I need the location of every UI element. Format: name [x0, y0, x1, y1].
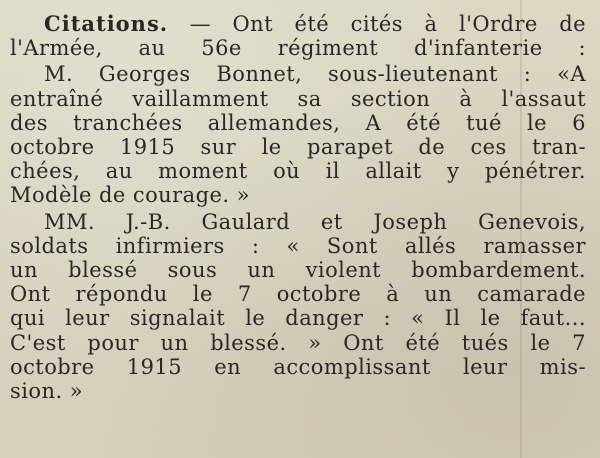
text-line: des tranchées allemandes, A été tué le 6 [10, 110, 586, 135]
heading-citations: Citations. [44, 11, 169, 36]
text-line: entraîné vaillamment sa section à l'assaut [10, 86, 586, 111]
text-line: sion. » [10, 379, 84, 404]
text-line: un blessé sous un violent bombardement. [10, 258, 586, 283]
text-line: Ont répondu le 7 octobre à un camarade [10, 282, 586, 307]
text-line: C'est pour un blessé. » Ont été tués le 7 [10, 330, 586, 355]
text-line: M. Georges Bonnet, sous-lieutenant : «A [44, 62, 586, 87]
text-line: chées, au moment où il allait y pénétrer. [10, 159, 586, 184]
paragraph-bonnet [10, 62, 586, 207]
text-line: Modèle de courage. » [10, 183, 250, 208]
text-line: MM. J.-B. Gaulard et Joseph Genevois, [44, 209, 586, 234]
text-line [10, 12, 586, 36]
text-line: octobre 1915 en accomplissant leur mis- [10, 354, 586, 379]
text-line: soldats infirmiers : « Sont allés ramasser [10, 233, 586, 258]
text-line: octobre 1915 sur le parapet de ces tran- [10, 135, 586, 160]
text-line: qui leur signalait le danger : « Il le faut... [10, 306, 586, 331]
text-line: l'Armée, au 56e régiment d'infanterie : [10, 36, 586, 61]
paper-fold [520, 0, 522, 458]
line-text: — Ont été cités à l'Ordre de [168, 12, 586, 36]
paragraph-gaulard-genevois [10, 210, 586, 404]
paragraph-citations [10, 12, 586, 60]
